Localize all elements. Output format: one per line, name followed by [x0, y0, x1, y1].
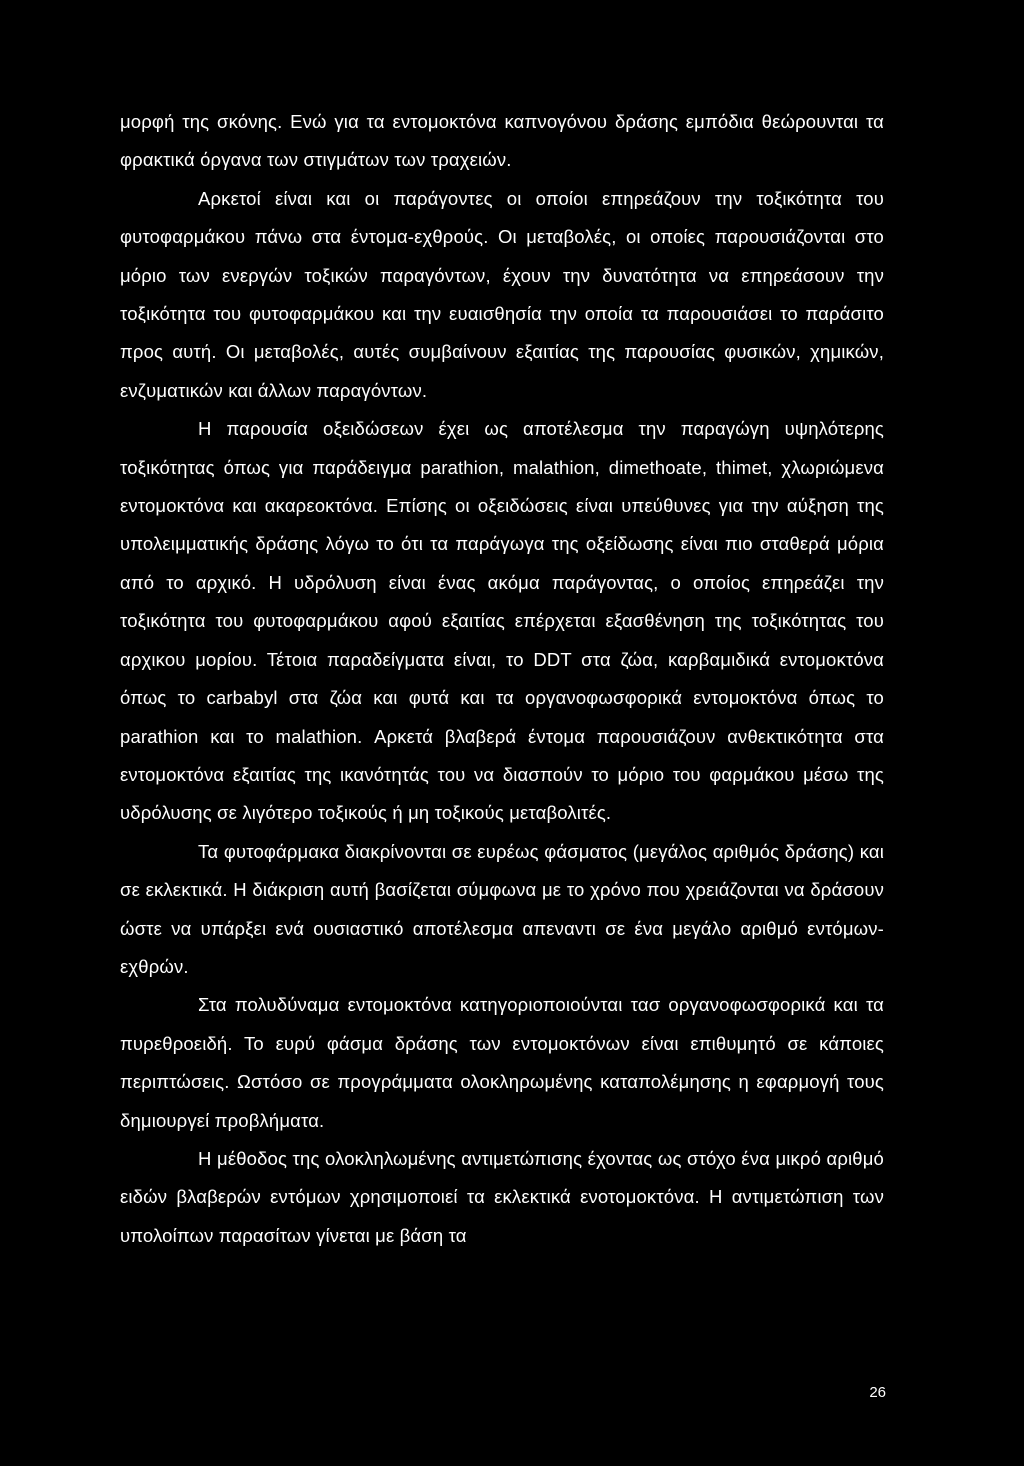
paragraph-oxidation-hydrolysis: Η παρουσία οξειδώσεων έχει ως αποτέλεσμα την παραγώγη υψηλότερης τοξικότητας όπως για παράδειγμα parathion, malathion, dimethoate, thimet, χλωριώμενα εντομοκτόνα και ακαρεοκτόνα. Επίσης οι οξειδώσεις είναι υπεύθυνες για την αύξηση της υπολειμματικής δράσης λόγω το ότι τα παράγωγα της οξείδωσης είναι πιο σταθερά μόρια από το αρχικό. Η υδρόλυση είναι ένας ακόμα παράγοντας, ο οποίος επηρεάζει την τοξικότητα του φυτοφαρμάκου αφού εξαιτίας επέρχεται εξασθένηση της τοξικότητας του αρχικου μορίου. Τέτοια παραδείγματα είναι, το DDT στα ζώα, καρβαμιδικά εντομοκτόνα όπως το carbabyl στα ζώα και φυτά και τα οργανοφωσφορικά εντομοκτόνα όπως το parathion και το malathion. Αρκετά βλαβερά έντομα παρουσιάζουν ανθεκτικότητα στα εντομοκτόνα εξαιτίας της ικανότητάς του να διασπούν το μόριο του φαρμάκου μέσω της υδρόλυσης σε λιγότερο τοξικούς ή μη τοξικούς μεταβολιτές.: [120, 418, 884, 824]
paragraph-continuation: μορφή της σκόνης. Ενώ για τα εντομοκτόνα καπνογόνου δράσης εμπόδια θεώρουνται τα φρακτικά όργανα των στιγμάτων των τραχειών.: [120, 111, 884, 171]
paragraph-integrated-management: Η μέθοδος της ολοκληλωμένης αντιμετώπισης έχοντας ως στόχο ένα μικρό αριθμό ειδών βλαβερών εντόμων χρησιμοποιεί τα εκλεκτικά ενοτομοκτόνα. Η αντιμετώπιση των υπολοίπων παρασίτων γίνεται με βάση τα: [120, 1147, 884, 1246]
paragraph-toxicity-factors: Αρκετοί είναι και οι παράγοντες οι οποίοι επηρεάζουν την τοξικότητα του φυτοφαρμάκου πάνω στα έντομα-εχθρούς. Οι μεταβολές, οι οποίες παρουσιάζονται στο μόριο των ενεργών τοξικών παραγόντων, έχουν την δυνατότητα να επηρεάσουν την τοξικότητα του φυτοφαρμάκου και την ευαισθησία την οποία τα παρουσιάσει το παράσιτο προς αυτή. Οι μεταβολές, αυτές συμβαίνουν εξαιτίας της παρουσίας φυσικών, χημικών, ενζυματικών και άλλων παραγόντων.: [120, 187, 884, 401]
paragraph-spectrum-classification: Τα φυτοφάρμακα διακρίνονται σε ευρέως φάσματος (μεγάλος αριθμός δράσης) και σε εκλεκτικά. Η διάκριση αυτή βασίζεται σύμφωνα με το χρόνο που χρειάζονται να δράσουν ώστε να υπάρξει ενά ουσιαστικό αποτέλεσμα απεναντι σε ένα μεγάλο αριθμό εντόμων-εχθρών.: [120, 840, 884, 977]
paragraph-broad-spectrum: Στα πολυδύναμα εντομοκτόνα κατηγοριοποιούνται τασ οργανοφωσφορικά και τα πυρεθροειδή. Το ευρύ φάσμα δράσης των εντομοκτόνων είναι επιθυμητό σε κάποιες περιπτώσεις. Ωστόσο σε προγράμματα ολοκληρωμένης καταπολέμησης η εφαρμογή τους δημιουργεί προβλήματα.: [120, 994, 884, 1131]
page-number: 26: [869, 1384, 886, 1401]
document-body: [120, 103, 884, 1255]
